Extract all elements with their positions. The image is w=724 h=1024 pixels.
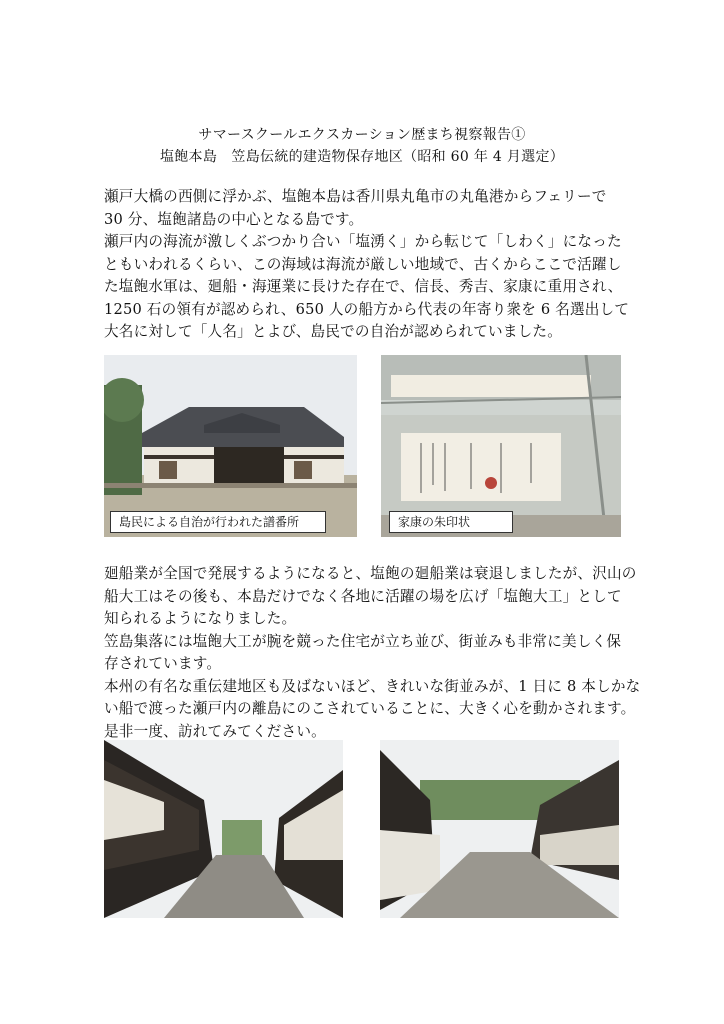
photo-historic-building <box>104 355 357 537</box>
text-line: 30 分、塩飽諸島の中心となる島です。 <box>104 210 364 228</box>
text-line: 大名に対して「人名」とよび、島民での自治が認められていました。 <box>104 323 563 340</box>
text-line: 廻船業が全国で発展するようになると、塩飽の廻船業は衰退しましたが、沢山の <box>104 565 637 582</box>
text-line: 瀬戸大橋の西側に浮かぶ、塩飽本島は香川県丸亀市の丸亀港からフェリーで <box>104 188 607 205</box>
text-line: 笠島集落には塩飽大工が腕を競った住宅が立ち並び、街並みも非常に美しく保 <box>104 632 622 650</box>
paragraph-shipbuilders <box>104 563 644 743</box>
text-line: 船大工はその後も、本島だけでなく各地に活躍の場を広げ「塩飽大工」として <box>104 587 622 605</box>
text-line: た塩飽水軍は、廻船・海運業に長けた存在で、信長、秀吉、家康に重用され、 <box>104 278 623 295</box>
text-line: ともいわれるくらい、この海域は海流が厳しい地域で、古くからここで活躍し <box>104 255 622 273</box>
photo-street-left <box>104 740 343 918</box>
photo-display-case <box>381 355 621 537</box>
document-title-line2: 塩飽本島 笠島伝統的建造物保存地区（昭和 60 年 4 月選定） <box>159 149 565 165</box>
text-line: 知られるようになりました。 <box>104 610 297 627</box>
text-line: 1250 石の領有が認められ、650 人の船方から代表の年寄り衆を 6 名選出して <box>104 300 630 318</box>
paragraph-intro <box>104 186 644 344</box>
document-title-line1: サマースクールエクスカーション歴まち視察報告① <box>198 127 526 143</box>
text-line: 是非一度、訪れてみてください。 <box>104 722 326 740</box>
text-line: 本州の有名な重伝建地区も及ばないほど、きれいな街並みが、1 日に 8 本しかな <box>104 677 641 695</box>
photo-caption-meeting-house: 島民による自治が行われた譜番所 <box>110 511 326 533</box>
photo-caption-shuinjo: 家康の朱印状 <box>389 511 513 533</box>
text-line: 存されています。 <box>104 655 222 672</box>
text-line: い船で渡った瀬戸内の離島にのこされていることに、大きく心を動かされます。 <box>104 700 636 717</box>
photo-street-right <box>380 740 619 918</box>
text-line: 瀬戸内の海流が激しくぶつかり合い「塩湧く」から転じて「しわく」になった <box>104 233 622 250</box>
